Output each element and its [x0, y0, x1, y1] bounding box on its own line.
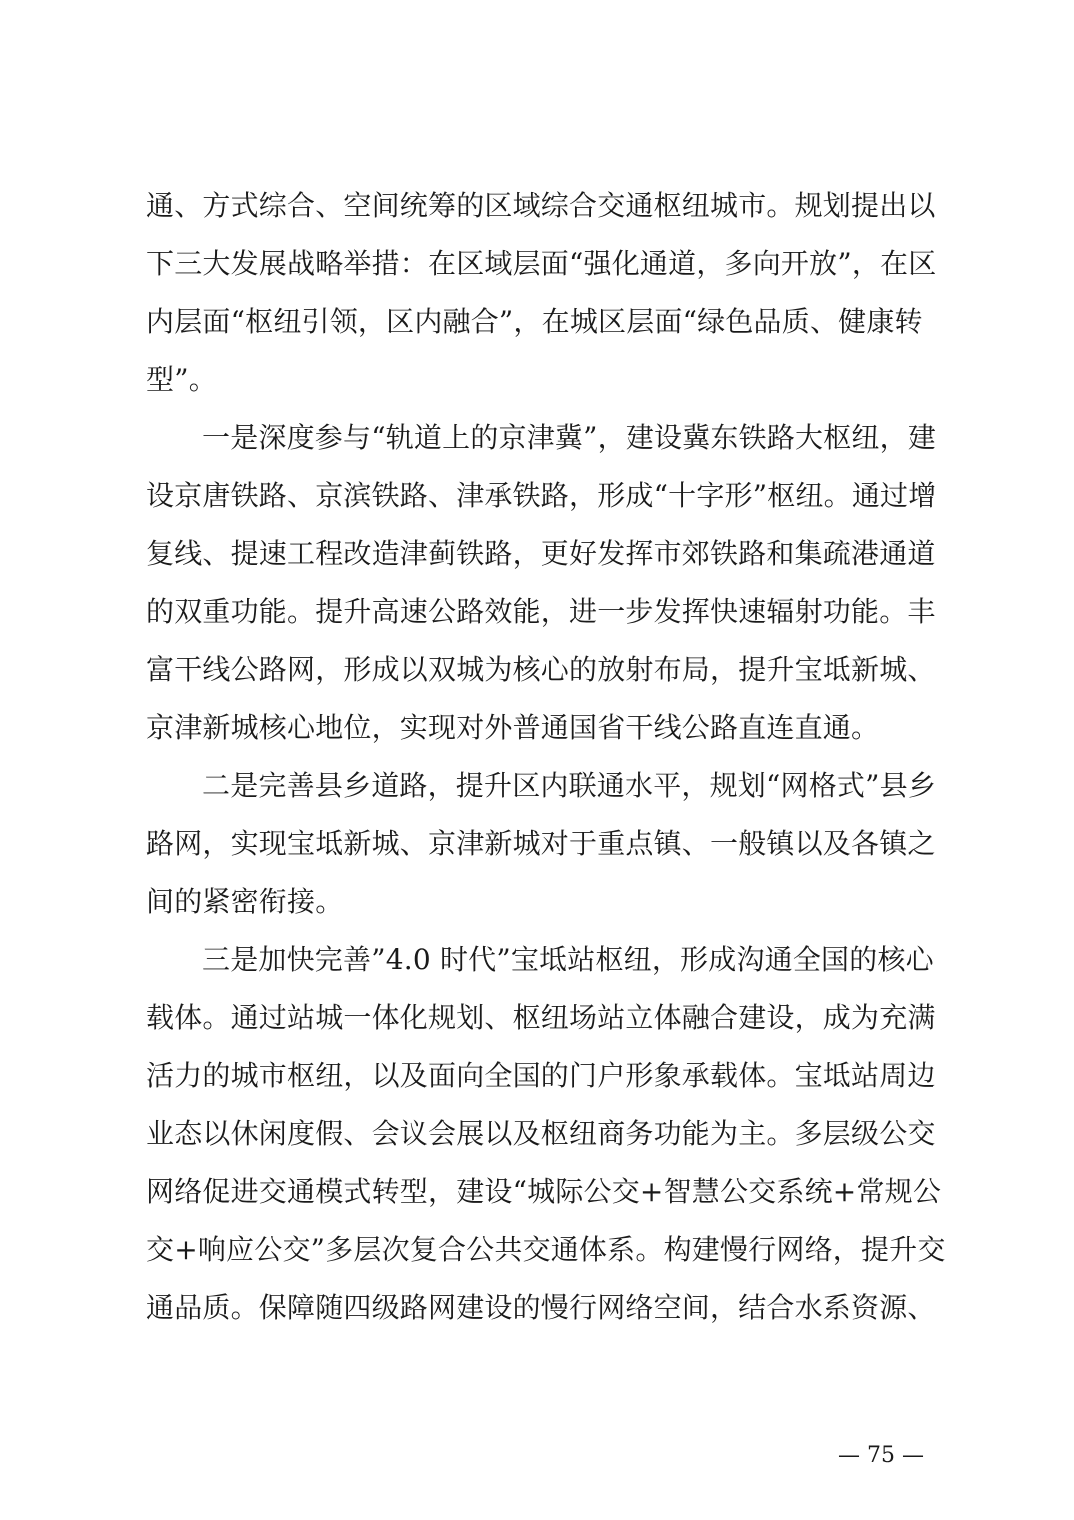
text-line: 网络促进交通模式转型，建设“城际公交+智慧公交系统+常规公	[146, 1175, 942, 1208]
text-line: 下三大发展战略举措：在区域层面“强化通道，多向开放”，在区	[146, 247, 937, 280]
text-line: 通品质。保障随四级路网建设的慢行网络空间，结合水系资源、	[146, 1291, 936, 1324]
text-line: 一是深度参与“轨道上的京津冀”，建设冀东铁路大枢纽，建	[202, 421, 937, 454]
text-line: 业态以休闲度假、会议会展以及枢纽商务功能为主。多层级公交	[146, 1117, 936, 1150]
text-line: 三是加快完善”4.0 时代”宝坻站枢纽，形成沟通全国的核心	[202, 943, 934, 976]
text-line: 型”。	[146, 363, 217, 396]
text-line: 富干线公路网，形成以双城为核心的放射布局，提升宝坻新城、	[146, 653, 936, 686]
text-line: 活力的城市枢纽，以及面向全国的门户形象承载体。宝坻站周边	[146, 1059, 936, 1092]
text-line: 内层面“枢纽引领，区内融合”，在城区层面“绿色品质、健康转	[146, 305, 923, 338]
text-line: 设京唐铁路、京滨铁路、津承铁路，形成“十字形”枢纽。通过增	[146, 479, 937, 512]
text-line: 路网，实现宝坻新城、京津新城对于重点镇、一般镇以及各镇之	[146, 827, 936, 860]
text-line: 载体。通过站城一体化规划、枢纽场站立体融合建设，成为充满	[146, 1001, 936, 1034]
text-line: 交+响应公交”多层次复合公共交通体系。构建慢行网络，提升交	[146, 1233, 946, 1266]
page-number: — 75 —	[838, 1443, 924, 1468]
text-line: 通、方式综合、空间统筹的区域综合交通枢纽城市。规划提出以	[146, 189, 936, 222]
text-line: 二是完善县乡道路，提升区内联通水平，规划“网格式”县乡	[202, 769, 937, 802]
text-line: 复线、提速工程改造津蓟铁路，更好发挥市郊铁路和集疏港通道	[146, 537, 936, 570]
text-line: 京津新城核心地位，实现对外普通国省干线公路直连直通。	[146, 711, 880, 744]
text-line: 的双重功能。提升高速公路效能，进一步发挥快速辐射功能。丰	[146, 595, 936, 628]
text-line: 间的紧密衔接。	[146, 885, 344, 918]
